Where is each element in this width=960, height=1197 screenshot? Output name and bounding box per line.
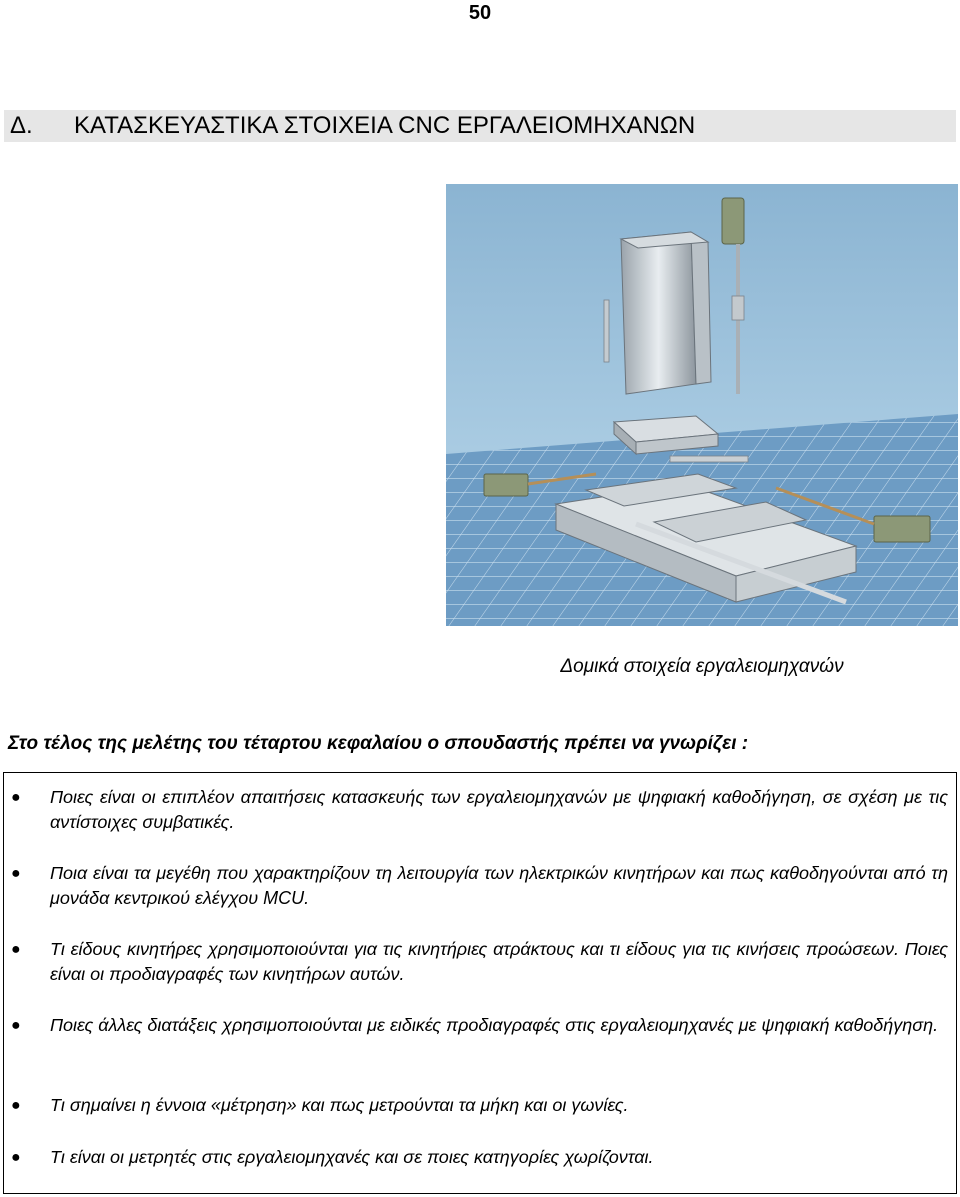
bullet-icon: ● <box>11 1149 21 1166</box>
figure-caption: Δομικά στοιχεία εργαλειομηχανών <box>560 656 844 677</box>
page-number: 50 <box>468 2 492 24</box>
machine-components-figure <box>446 184 958 626</box>
section-heading <box>4 110 956 142</box>
objectives-box <box>3 772 957 1194</box>
list-item-text: Τι σημαίνει η έννοια «μέτρηση» και πως μετρούνται τα μήκη και οι γωνίες. <box>50 1095 629 1115</box>
list-item-text: Ποιες άλλες διατάξεις χρησιμοποιούνται με ειδικές προδιαγραφές στις εργαλειομηχανές με ψηφιακή καθοδήγηση. <box>50 1015 939 1035</box>
bullet-icon: ● <box>11 1097 21 1114</box>
bullet-icon: ● <box>11 941 21 958</box>
section-title: ΚΑΤΑΣΚΕΥΑΣΤΙΚΑ ΣΤΟΙΧΕΙΑ CNC ΕΡΓΑΛΕΙΟΜΗΧΑΝΩΝ <box>74 112 696 139</box>
bullet-icon: ● <box>11 865 21 882</box>
list-item-text: Τι είναι οι μετρητές στις εργαλειομηχανές και σε ποιες κατηγορίες χωρίζονται. <box>50 1147 654 1167</box>
section-number: Δ. <box>10 112 33 139</box>
bullet-icon: ● <box>11 789 21 806</box>
list-item-text: Τι είδους κινητήρες χρησιμοποιούνται για τις κινητήριες ατράκτους και τι είδους για τις κινήσεις προώσεων. Ποιες είναι οι προδιαγραφές των κινητήρων αυτών. <box>50 939 948 984</box>
list-item-text: Ποιες είναι οι επιπλέον απαιτήσεις κατασκευής των εργαλειομηχανών με ψηφιακή καθοδήγηση, σε σχέση με τις αντίστοιχες συμβατικές. <box>50 787 948 832</box>
list-item-text: Ποια είναι τα μεγέθη που χαρακτηρίζουν τη λειτουργία των ηλεκτρικών κινητήρων και πως καθοδηγούνται από τη μονάδα κεντρικού ελέγχου MCU. <box>50 863 948 908</box>
bullet-icon: ● <box>11 1017 21 1034</box>
objectives-intro: Στο τέλος της μελέτης του τέταρτου κεφαλαίου ο σπουδαστής πρέπει να γνωρίζει : <box>8 733 749 754</box>
